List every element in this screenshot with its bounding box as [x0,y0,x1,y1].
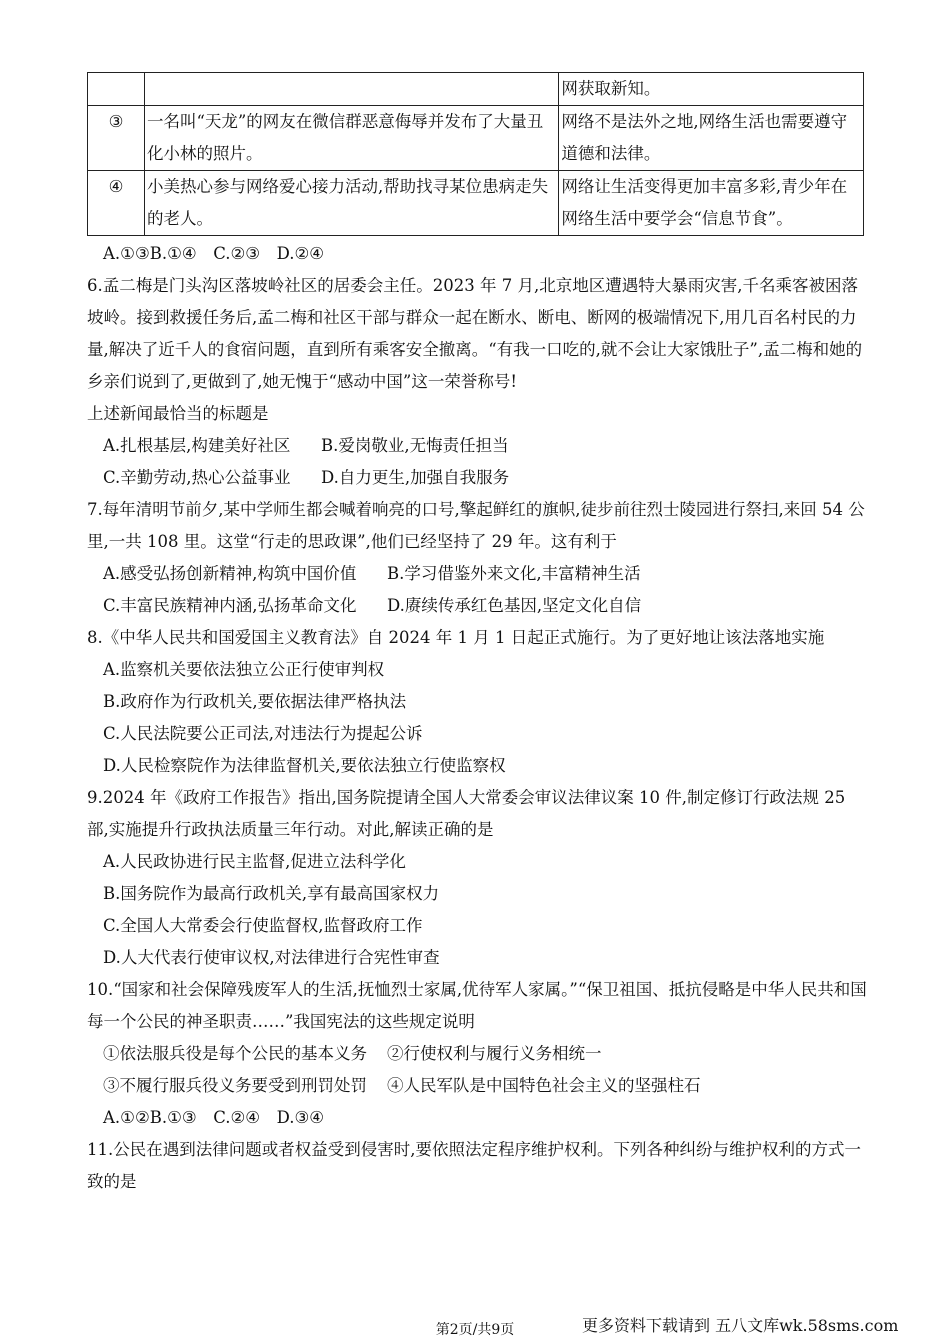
row-result: 网络不是法外之地,网络生活也需要遵守道德和法律。 [559,106,864,171]
scenario-table [87,72,864,236]
q7-options-row1 [87,558,867,590]
q6-options-row1 [87,430,867,462]
row-number: ④ [88,171,145,236]
q6-option-d: D.自力更生,加强自我服务 [321,468,510,487]
q9-option-c: C.全国人大常委会行使监督权,监督政府工作 [103,916,423,935]
q8-option-b: B.政府作为行政机关,要依据法律严格执法 [103,692,407,711]
q5-answers: A.①③B.①④ C.②③ D.②④ [103,244,325,263]
q6-option-a: A.扎根基层,构建美好社区 [103,436,291,455]
row-condition [144,73,558,106]
q8-option-a: A.监察机关要依法独立公正行使审判权 [103,660,385,679]
q7-option-d: D.赓续传承红色基因,坚定文化自信 [387,596,642,615]
q10-statement-1: ①依法服兵役是每个公民的基本义务 [103,1044,367,1063]
q10-answers: A.①②B.①③ C.②④ D.③④ [103,1108,325,1127]
q6-options-row2 [87,462,867,494]
q6-option-c: C.辛勤劳动,热心公益事业 [103,468,291,487]
q10-statement-2: ②行使权利与履行义务相统一 [387,1044,602,1063]
q6-option-b: B.爱岗敬业,无悔责任担当 [321,436,509,455]
q10-statement-4: ④人民军队是中国特色社会主义的坚强柱石 [387,1076,701,1095]
q6-question: 上述新闻最恰当的标题是 [87,404,269,423]
q7-option-a: A.感受弘扬创新精神,构筑中国价值 [103,564,357,583]
q7-option-c: C.丰富民族精神内涵,弘扬革命文化 [103,596,357,615]
q7-stem: 7.每年清明节前夕,某中学师生都会喊着响亮的口号,擎起鲜红的旗帜,徒步前往烈士陵园进行祭扫,来回 54 公里,一共 108 里。这堂“行走的思政课”,他们已经坚持了 29 年。这有利于 [87,500,865,551]
q7-option-b: B.学习借鉴外来文化,丰富精神生活 [387,564,641,583]
row-number: ③ [88,106,145,171]
download-banner-link[interactable]: 更多资料下载请到 五八文库wk.58sms.com [582,1316,899,1335]
q10-statement-3: ③不履行服兵役义务要受到刑罚处罚 [103,1076,367,1095]
q9-option-d: D.人大代表行使审议权,对法律进行合宪性审查 [103,948,440,967]
question-body [87,238,867,1198]
page-number: 第2页/共9页 [435,1322,515,1338]
table-row [88,73,864,106]
q8-option-c: C.人民法院要公正司法,对违法行为提起公诉 [103,724,423,743]
q11-stem: 11.公民在遇到法律问题或者权益受到侵害时,要依照法定程序维护权利。下列各种纠纷与维护权利的方式一致的是 [87,1140,861,1191]
row-result: 网获取新知。 [559,73,864,106]
q9-option-b: B.国务院作为最高行政机关,享有最高国家权力 [103,884,440,903]
q8-stem: 8.《中华人民共和国爱国主义教育法》自 2024 年 1 月 1 日起正式施行。为了更好地让该法落地实施 [87,628,825,647]
table-row [88,106,864,171]
row-number [88,73,145,106]
table-row [88,171,864,236]
q6-stem: 6.孟二梅是门头沟区落坡岭社区的居委会主任。2023 年 7 月,北京地区遭遇特大暴雨灾害,千名乘客被困落坡岭。接到救援任务后,孟二梅和社区干部与群众一起在断水、断电、断网的极端情况下,用几百名村民的力量,解决了近千人的食宿问题，直到所有乘客安全撤离。“有我一口吃的,就不会让大家饿肚子”,孟二梅和她的乡亲们说到了,更做到了,她无愧于“感动中国”这一荣誉称号! [87,276,863,391]
q8-option-d: D.人民检察院作为法律监督机关,要依法独立行使监察权 [103,756,506,775]
q9-option-a: A.人民政协进行民主监督,促进立法科学化 [103,852,406,871]
row-condition: 小美热心参与网络爱心接力活动,帮助找寻某位患病走失的老人。 [144,171,558,236]
q10-stem: 10.“国家和社会保障残废军人的生活,抚恤烈士家属,优待军人家属。”“保卫祖国、抵抗侵略是中华人民共和国每一个公民的神圣职责……”我国宪法的这些规定说明 [87,980,867,1031]
q10-statements-row1 [87,1038,867,1070]
row-result: 网络让生活变得更加丰富多彩,青少年在网络生活中要学会“信息节食”。 [559,171,864,236]
q10-statements-row2 [87,1070,867,1102]
q9-stem: 9.2024 年《政府工作报告》指出,国务院提请全国人大常委会审议法律议案 10 件,制定修订行政法规 25 部,实施提升行政执法质量三年行动。对此,解读正确的是 [87,788,846,839]
q7-options-row2 [87,590,867,622]
row-condition: 一名叫“天龙”的网友在微信群恶意侮辱并发布了大量丑化小林的照片。 [144,106,558,171]
